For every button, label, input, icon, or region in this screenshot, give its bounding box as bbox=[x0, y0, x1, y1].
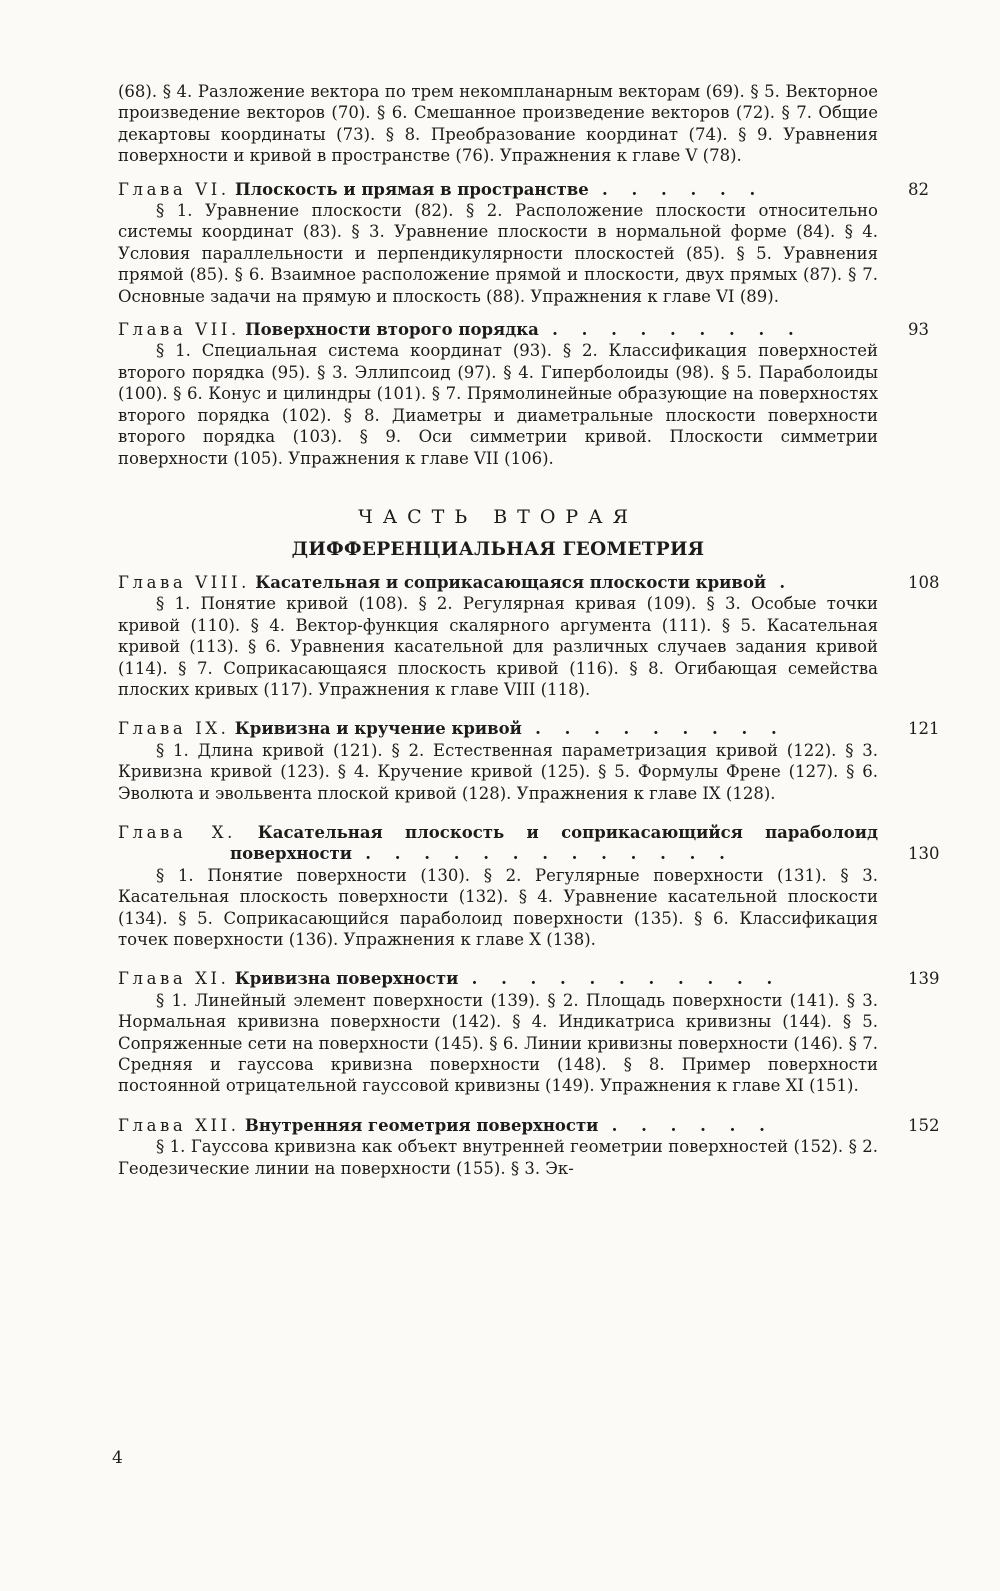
chapter-page-number: 139 bbox=[908, 969, 940, 989]
leader-dots: . . . . . . bbox=[611, 1115, 774, 1135]
toc-entry-chapter-11 bbox=[118, 968, 940, 1096]
chapter-heading bbox=[118, 319, 929, 340]
toc-entry-chapter-12 bbox=[118, 1115, 940, 1179]
leader-dots: . . . . . . . . . . . . . bbox=[365, 844, 734, 864]
chapter-title: Внутренняя геометрия поверхности bbox=[244, 1115, 599, 1135]
toc-entry-chapter-7 bbox=[118, 319, 929, 469]
chapter-contents: § 1. Понятие кривой (108). § 2. Регулярная кривая (109). § 3. Особые точки кривой (110). § 4. Вектор-функция скалярного аргумента (111). § 5. Касательная кривой (113). § 6. Уравнения касательной для различных случаев задания кривой (114). § 7. Соприкасающаяся плоскость кривой (116). § 8. Огибающая семейства плоских кривых (117). Упражнения к главе VIII (118). bbox=[118, 594, 878, 699]
leader-dots: . . . . . . . . . . . bbox=[471, 969, 782, 989]
chapter-page-number: 152 bbox=[908, 1115, 940, 1135]
chapter-v-continuation: (68). § 4. Разложение вектора по трем некомпланарным векторам (69). § 5. Векторное произведение векторов (70). § 6. Смешанное произведение векторов (72). § 7. Общие декартовы координаты (73). § 8. Преобразование координат (74). § 9. Уравнения поверхности и кривой в пространстве (76). Упражнения к главе V (78). bbox=[118, 82, 878, 166]
part-subtitle: ДИФФЕРЕНЦИАЛЬНАЯ ГЕОМЕТРИЯ bbox=[291, 538, 705, 560]
chapter-heading-line-1 bbox=[118, 822, 878, 843]
chapter-contents: § 1. Линейный элемент поверхности (139). § 2. Площадь поверхности (141). § 3. Нормальная кривизна поверхности (142). § 4. Индикатриса кривизны (144). § 5. Сопряженные сети на поверхности (145). § 6. Линии кривизны поверхности (146). § 7. Средняя и гауссова кривизна поверхности (148). § 8. Пример поверхности постоянной отрицательной гауссовой кривизны (149). Упражнения к главе XI (151). bbox=[118, 990, 878, 1096]
chapter-label: Глава XII. bbox=[118, 1115, 240, 1135]
chapter-title: Кривизна поверхности bbox=[234, 969, 459, 989]
leader-dots: . . . . . . bbox=[602, 179, 765, 199]
chapter-contents: § 1. Специальная система координат (93). § 2. Классификация поверхностей второго порядка (95). § 3. Эллипсоид (97). § 4. Гиперболоиды (98). § 5. Параболоиды (100). § 6. Конус и цилиндры (101). § 7. Прямолинейные образующие на поверхностях второго порядка (102). § 8. Диаметры и диаметральные плоскости поверхности второго порядка (103). § 9. Оси симметрии кривой. Плоскости симметрии поверхности (105). Упражнения к главе VII (106). bbox=[118, 341, 878, 468]
chapter-label: Глава XI. bbox=[118, 969, 230, 989]
leader-dots: . . . . . . . . . bbox=[535, 719, 786, 739]
toc-entry-chapter-8 bbox=[118, 572, 940, 700]
page-number: 4 bbox=[112, 1448, 123, 1468]
chapter-heading bbox=[118, 822, 940, 865]
toc-entry-chapter-10 bbox=[118, 822, 940, 950]
chapter-title: Касательная и соприкасающаяся плоскости кривой bbox=[255, 572, 767, 592]
chapter-heading bbox=[118, 968, 940, 989]
chapter-page-number: 108 bbox=[908, 572, 940, 592]
chapter-heading bbox=[118, 572, 940, 593]
chapter-contents: § 1. Длина кривой (121). § 2. Естественная параметризация кривой (122). § 3. Кривизна кривой (123). § 4. Кручение кривой (125). § 5. Формулы Френе (127). § 6. Эволюта и эвольвента плоской кривой (128). Упражнения к главе IX (128). bbox=[118, 740, 878, 803]
chapter-page-number: 93 bbox=[908, 320, 929, 340]
part-title: ЧАСТЬ ВТОРАЯ bbox=[358, 505, 638, 528]
chapter-contents: § 1. Гауссова кривизна как объект внутренней геометрии поверхностей (152). § 2. Геодезические линии на поверхности (155). § 3. Эк- bbox=[118, 1137, 878, 1178]
chapter-label: Глава VI. bbox=[118, 179, 230, 199]
chapter-contents: § 1. Понятие поверхности (130). § 2. Регулярные поверхности (131). § 3. Касательная плоскость поверхности (132). § 4. Уравнение касательной плоскости (134). § 5. Соприкасающийся параболоид поверхности (135). § 6. Классификация точек поверхности (136). Упражнения к главе X (138). bbox=[118, 865, 878, 949]
chapter-title: Плоскость и прямая в пространстве bbox=[234, 179, 589, 199]
chapter-page-number: 82 bbox=[908, 179, 929, 199]
chapter-title-line-2: поверхности bbox=[230, 844, 353, 864]
table-of-contents bbox=[118, 81, 940, 1179]
toc-entry-chapter-6 bbox=[118, 179, 929, 307]
chapter-title: Поверхности второго порядка bbox=[245, 320, 539, 340]
chapter-label: Глава X. bbox=[118, 822, 236, 842]
leader-dots: . bbox=[779, 572, 795, 592]
chapter-heading bbox=[118, 718, 940, 739]
chapter-label: Глава VII. bbox=[118, 320, 240, 340]
toc-entry-chapter-9 bbox=[118, 718, 940, 804]
chapter-heading bbox=[118, 179, 929, 200]
chapter-page-number: 121 bbox=[908, 719, 940, 739]
chapter-title-line-1: Касательная плоскость и соприкасающийся параболоид bbox=[257, 822, 878, 842]
chapter-heading bbox=[118, 1115, 940, 1136]
leader-dots: . . . . . . . . . bbox=[552, 320, 803, 340]
chapter-title: Кривизна и кручение кривой bbox=[234, 719, 522, 739]
chapter-page-number: 130 bbox=[908, 844, 940, 864]
chapter-label: Глава VIII. bbox=[118, 572, 250, 592]
chapter-contents: § 1. Уравнение плоскости (82). § 2. Расположение плоскости относительно системы координат (83). § 3. Уравнение плоскости в нормальной форме (84). § 4. Условия параллельности и перпендикулярности плоскостей (85). § 5. Уравнения прямой (85). § 6. Взаимное расположение прямой и плоскости, двух прямых (87). § 7. Основные задачи на прямую и плоскость (88). Упражнения к главе VI (89). bbox=[118, 201, 878, 306]
chapter-heading-line-2 bbox=[118, 843, 878, 864]
chapter-label: Глава IX. bbox=[118, 719, 230, 739]
